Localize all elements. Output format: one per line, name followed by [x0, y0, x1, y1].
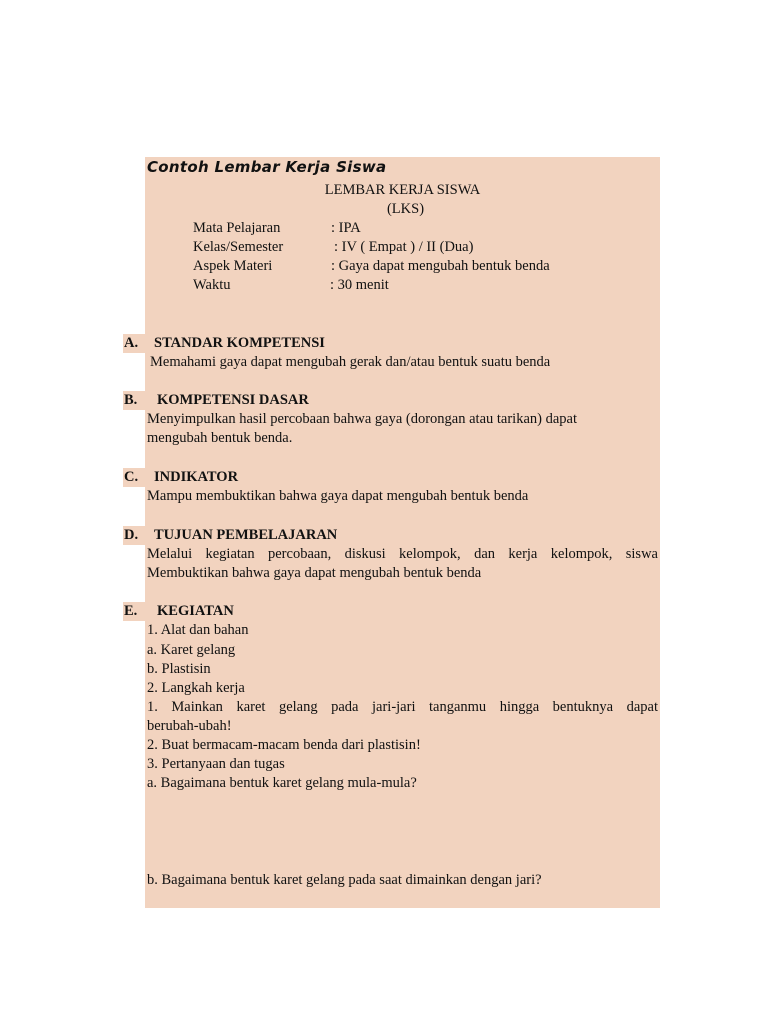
section-b-title: KOMPETENSI DASAR	[157, 392, 309, 408]
section-c-text: Mampu membuktikan bahwa gaya dapat mengubah bentuk benda	[147, 488, 529, 504]
section-d-title: TUJUAN PEMBELAJARAN	[154, 527, 338, 543]
section-a-letter: A.	[124, 335, 139, 351]
questions-heading: 3. Pertanyaan dan tugas	[147, 756, 285, 772]
section-e-title: KEGIATAN	[157, 603, 234, 619]
question-b: b. Bagaimana bentuk karet gelang pada saat dimainkan dengan jari?	[147, 872, 542, 888]
section-c-letter: C.	[124, 469, 139, 485]
section-b-text-line1: Menyimpulkan hasil percobaan bahwa gaya (dorongan atau tarikan) dapat	[147, 411, 578, 427]
steps-heading: 2. Langkah kerja	[147, 680, 245, 696]
worksheet-subheading: (LKS)	[386, 201, 425, 217]
material-item-2: b. Plastisin	[147, 661, 211, 677]
section-c-title: INDIKATOR	[154, 469, 239, 485]
info-value-aspect: : Gaya dapat mengubah bentuk benda	[331, 258, 550, 274]
section-d-text-line2: Membuktikan bahwa gaya dapat mengubah bentuk benda	[147, 565, 482, 581]
info-label-time: Waktu	[193, 277, 231, 293]
section-a-text: Memahami gaya dapat mengubah gerak dan/atau bentuk suatu benda	[150, 354, 551, 370]
section-e-letter: E.	[124, 603, 138, 619]
worksheet-heading: LEMBAR KERJA SISWA	[324, 182, 481, 198]
info-label-aspect: Aspek Materi	[193, 258, 273, 274]
info-value-time: : 30 menit	[330, 277, 389, 293]
section-b-text-line2: mengubah bentuk benda.	[147, 430, 293, 446]
material-item-1: a. Karet gelang	[147, 642, 236, 658]
info-label-class: Kelas/Semester	[193, 239, 284, 255]
section-d-letter: D.	[124, 527, 139, 543]
step-2: 2. Buat bermacam-macam benda dari plastisin!	[147, 737, 421, 753]
document-title: Contoh Lembar Kerja Siswa	[147, 158, 387, 176]
section-d-text-line1: Melalui kegiatan percobaan, diskusi kelompok, dan kerja kelompok, siswa	[147, 546, 658, 562]
section-a-title: STANDAR KOMPETENSI	[154, 335, 325, 351]
info-value-class: : IV ( Empat ) / II (Dua)	[334, 239, 474, 255]
question-a: a. Bagaimana bentuk karet gelang mula-mula?	[147, 775, 417, 791]
section-b-letter: B.	[124, 392, 138, 408]
materials-heading: 1. Alat dan bahan	[147, 622, 249, 638]
info-value-subject: : IPA	[331, 220, 361, 236]
step-1-line1: 1. Mainkan karet gelang pada jari-jari tanganmu hingga bentuknya dapat	[147, 699, 658, 715]
info-label-subject: Mata Pelajaran	[193, 220, 281, 236]
step-1-line2: berubah-ubah!	[147, 718, 232, 734]
